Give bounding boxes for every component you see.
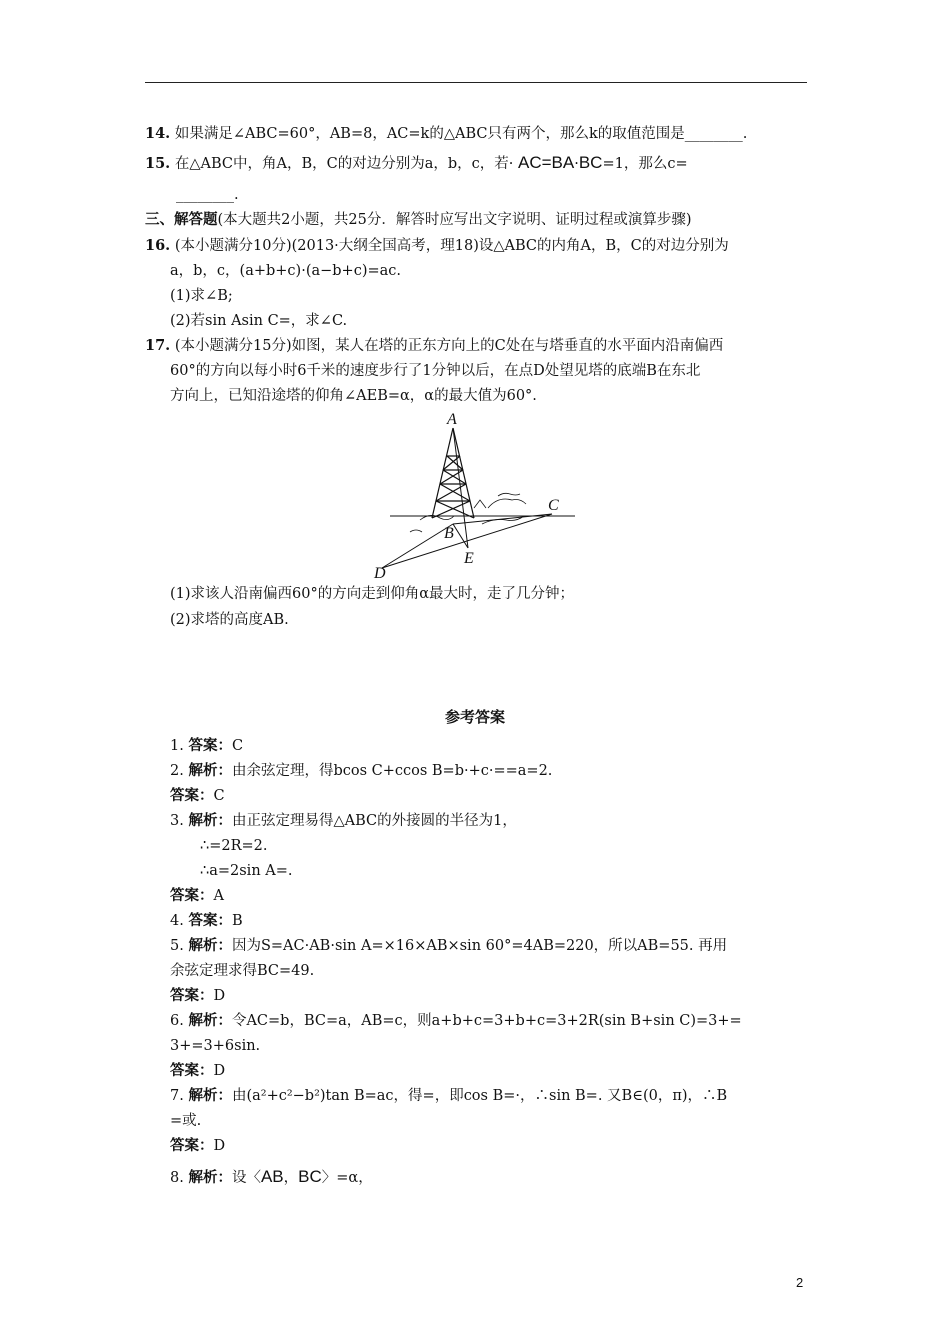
answer-prefix: 8. [170,1170,189,1186]
section-heading [145,210,692,230]
answers-title: 参考答案 [444,708,505,726]
answer-line [170,1111,201,1131]
answer-label: 解析： [188,1169,232,1186]
vector-bc: BC [298,1167,322,1186]
section-text: (本大题共2小题，共25分．解答时应写出文字说明、证明过程或演算步骤) [217,212,692,228]
vector-ab: AB [260,1167,284,1186]
dot-sign: · [574,156,579,172]
question-16-part1: (1)求∠B; [170,288,233,304]
answer-label: 答案： [188,912,232,929]
answer-line [170,811,517,831]
question-text: 在△ABC中，角A，B，C的对边分别为a，b，c，若· [174,156,514,172]
answer-text: D [213,1063,226,1079]
answer-prefix: 4. [170,913,189,929]
answer-text: 由正弦定理易得△ABC的外接圆的半径为1， [231,813,517,829]
tower-diagram [370,408,580,580]
answer-label: 答案： [170,1062,214,1079]
question-17 [145,336,723,356]
answer-label: 答案： [188,737,232,754]
answer-text: 由(a²+c²−b²)tan B=ac，得=，即cos B=·，∴sin B=. 又B∈(0，π)，∴B [231,1088,728,1104]
ground-lines [382,428,575,568]
question-number: 15. [145,155,171,172]
answer-prefix: 3. [170,813,189,829]
answer-line [200,836,268,856]
answer-label: 解析： [188,1012,232,1029]
answer-text: 因为S=AC·AB·sin A=×16×AB×sin 60°=4AB=220，所以AB=55. 再用 [231,938,728,954]
answer-line-8 [170,1167,373,1188]
question-text: (本小题满分15分)如图，某人在塔的正东方向上的C处在与塔垂直的水平面内沿南偏西 [174,338,724,354]
question-number: 14. [145,125,171,142]
question-17-part2: (2)求塔的高度AB. [170,612,289,628]
answer-label: 答案： [170,1137,214,1154]
answer-line [170,911,243,931]
separator: ， [283,1170,299,1186]
answer-label: 解析： [188,812,232,829]
answer-line [170,886,224,906]
question-15 [145,153,688,174]
answer-label: 解析： [188,1087,232,1104]
page-number: 2 [796,1275,804,1290]
header-rule [145,82,807,83]
label-d: D [374,565,386,580]
answer-text: C [231,738,244,754]
answer-line [170,761,552,781]
answer-prefix: 6. [170,1013,189,1029]
answer-text: 设〈 [231,1170,261,1186]
answer-line [170,1086,727,1106]
answer-text: C [213,788,225,804]
answer-prefix: 7. [170,1088,189,1104]
question-15-blank: ________. [176,187,239,203]
answer-label: 答案： [170,887,214,904]
vector-ac: AC [517,153,542,172]
question-text: (本小题满分10分)(2013·大纲全国高考，理18)设△ABC的内角A，B，C的对边分别为 [174,238,729,254]
answer-text: B [231,913,243,929]
answer-line [170,1011,742,1031]
vector-bc: BC [578,153,603,172]
tower [432,428,474,518]
answer-text: ∴a=2sin A=. [200,863,293,879]
answer-line [170,1036,260,1056]
answer-text: D [213,988,226,1004]
shore-sketch [410,493,526,532]
answer-line [170,1136,225,1156]
answer-prefix: 1. [170,738,189,754]
answer-label: 解析： [188,762,232,779]
answer-text: ∴=2R=2. [200,838,268,854]
answer-line [170,986,225,1006]
answer-text: 余弦定理求得BC=49. [170,963,315,979]
answer-text-tail: 〉=α， [321,1170,373,1186]
answer-line [200,861,293,881]
vector-ba: BA [551,153,575,172]
question-16 [145,236,729,256]
question-17-line2: 60°的方向以每小时6千米的速度步行了1分钟以后，在点D处望见塔的底端B在东北 [170,363,701,379]
answer-line [170,736,243,756]
answer-line [170,961,314,981]
question-text: 如果满足∠ABC=60°，AB=8，AC=k的△ABC只有两个，那么k的取值范围是________. [174,126,748,142]
answer-text: 令AC=b，BC=a，AB=c，则a+b+c=3+b+c=3+2R(sin B+sin C)=3+= [231,1013,742,1029]
answer-line [170,1061,225,1081]
question-text-tail: =1，那么c= [602,156,688,172]
answer-label: 答案： [170,987,214,1004]
answer-text: =或. [170,1113,202,1129]
answer-text: 由余弦定理，得bcos C+ccos B=b·+c·==a=2. [231,763,553,779]
question-16-part2: (2)若sin Asin C=，求∠C. [170,313,348,329]
equals-sign: = [541,153,552,172]
question-14 [145,124,747,144]
question-number: 16. [145,237,171,254]
label-e: E [464,550,474,567]
answer-prefix: 2. [170,763,189,779]
label-c: C [548,497,559,514]
answer-text: 3+=3+6sin. [170,1038,261,1054]
answer-text: D [213,1138,226,1154]
label-b: B [444,525,454,542]
question-16-line2: a，b，c，(a+b+c)·(a−b+c)=ac. [170,263,402,279]
answer-prefix: 5. [170,938,189,954]
answer-text: A [213,888,224,904]
label-a: A [447,411,457,428]
answer-label: 解析： [188,937,232,954]
question-17-part1: (1)求该人沿南偏西60°的方向走到仰角α最大时，走了几分钟； [170,586,575,602]
answer-label: 答案： [170,787,214,804]
answer-line [170,786,225,806]
question-17-line3: 方向上，已知沿途塔的仰角∠AEB=α，α的最大值为60°. [170,388,537,404]
section-label: 三、解答题 [145,211,218,228]
question-number: 17. [145,337,171,354]
answer-line [170,936,727,956]
